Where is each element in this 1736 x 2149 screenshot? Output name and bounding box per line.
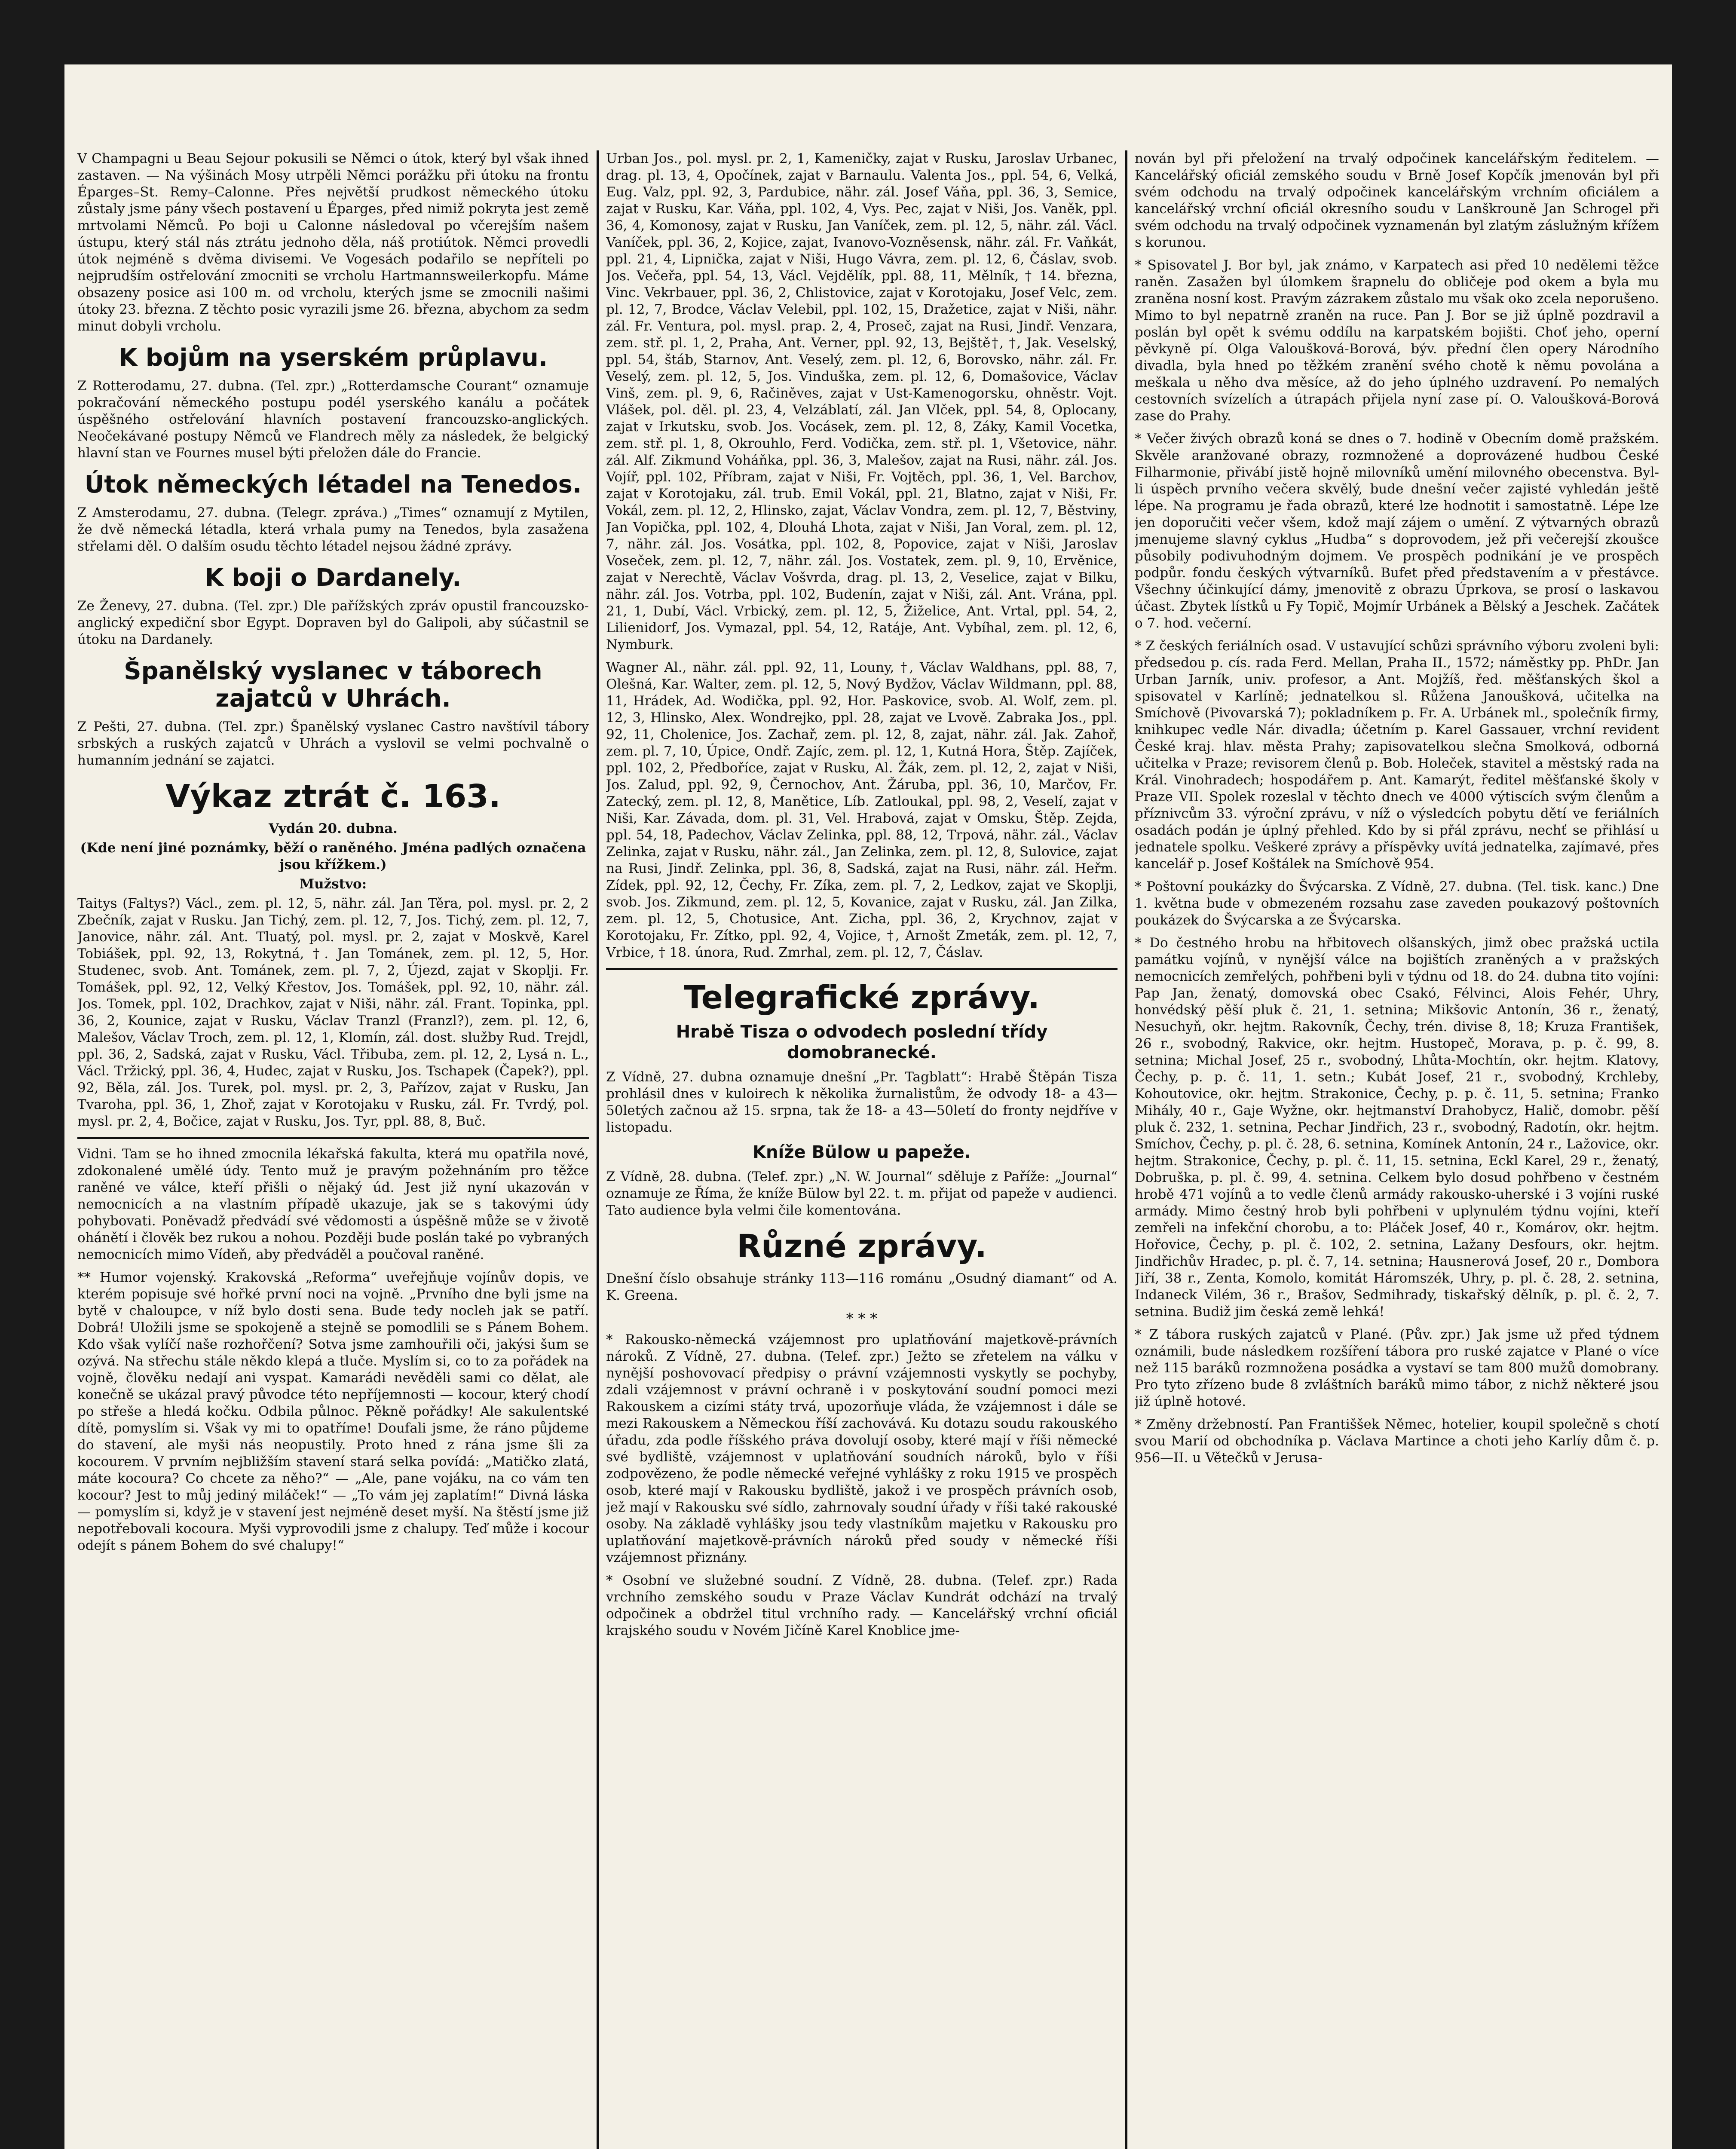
article-bulow: Z Vídně, 28. dubna. (Telef. zpr.) „N. W. Journal“ sděluje z Paříže: „Journal“ oznamuje ze Říma, že kníže Bülow byl 22. t. m. přijat od papeže v audienci. Tato audience byla velmi čile komentována. bbox=[606, 1169, 1118, 1218]
divider bbox=[77, 1137, 589, 1139]
article-humor: ** Humor vojenský. Krakovská „Reforma“ uveřejňuje vojínův dopis, ve kterém popisuje své hořké první noci na vojně. „Prvního dne byli jsme na bytě v chaloupce, v níž bylo dosti sena. Bude tedy nocleh jak se patří. Dobrá! Uložili jsme se spokojeně a stejně se pomodlili se s Pánem Bohem. Kdo však vylíčí naše rozhořčení? Sotva jsme zamhouřili oči, jakýsi šum se ozývá. Na střechu stále někdo klepá a tluče. Myslím si, co to za pořádek na vojně, člověku nedají ani vyspat. Kamarádi nevěděli sami co dělat, ale konečně se ukázal pravý původce této nepříjemnosti — kocour, který chodí po střeše a hledá kočku. Odbila půlnoc. Pěkně pořádky! Ale sakulentské dítě, pomyslím si. Však vy mi to opatříme! Doufali jsme, že ráno půjdeme do stavení, ale myši nás neopustily. Proto hned z rána jsme šli za kocourem. V prvním nejbližším stavení stará selka povídá: „Matičko zlatá, máte kocoura? Co chcete za něho?“ — „Ale, pane vojáku, na co vám ten kocour? Jest to můj jediný miláček!“ — „To vám jej zaplatím!“ Divná láska — pomyslím si, když je v stavení jest nejméně deset myší. Na štěstí jsme již nepotřebovali kocoura. Myši vyprovodili jsme z chalupy. Teď může i kocour odejít s pánem Bohem do své chalupy!“ bbox=[77, 1270, 589, 1553]
column-middle bbox=[606, 150, 1118, 1645]
vykaz-date: Vydán 20. dubna. bbox=[269, 821, 398, 836]
divider bbox=[606, 968, 1118, 970]
article-yser: Z Rotterodamu, 27. dubna. (Tel. zpr.) „Rotterdamsche Courant“ oznamuje pokračování německého postupu podél yserského kanálu a počátek úspěšného ostřelování hlavních postavení francouzsko-anglických. Neočekávané postupy Němců ve Flandrech měly za následek, že belgický hlavní stan ve Fournes musel býti přeložen dále do Francie. bbox=[77, 378, 589, 461]
article-drzebnosti: * Změny držebností. Pan Františšek Němec, hotelier, koupil společně s chotí svou Marií od obchodníka p. Václava Martince a choti jeho Karlíy dům č. p. 956—II. u Větečků v Jerusa- bbox=[1135, 1417, 1659, 1466]
article-bor: * Spisovatel J. Bor byl, jak známo, v Karpatech asi před 10 nedělemi těžce raněn. Zasažen byl úlomkem šrapnelu do obličeje pod okem a byla mu zraněna nosní kost. Pravým zázrakem zůstalo mu však oko zcela neporušeno. Mimo to byl nepatrně zraněn na ruce. Pan J. Bor se již úplně pozdravil a poslán byl opět k svému oddílu na karpatském bojišti. Choť jeho, operní pěvkyně pí. Olga Valoušková-Borová, býv. přední člen opery Národního divadla, byla hned po těžkém zranění svého chotě k němu povolána a meškala u něho dva měsíce, až do jeho úplného uzdravení. Po nemalých cestovních svízelích a útrapách přijela nyní zase pí. O. Valoušková-Borová zase do Prahy. bbox=[1135, 257, 1659, 424]
article-osobni: * Osobní ve služebné soudní. Z Vídně, 28. dubna. (Telef. zpr.) Rada vrchního zemského soudu v Praze Václav Kundrát odchází na trvalý odpočinek a obdržel titul vrchního rady. — Kancelářský vrchní oficiál krajského soudu v Novém Jičíně Karel Knoblice jme- bbox=[606, 1573, 1118, 1638]
article-rakousko: * Rakousko-německá vzájemnost pro uplatňování majetkově-právních nároků. Z Vídně, 27. dubna. (Telef. zpr.) Ježto se zřetelem na válku v nynější poshovovací předpisy o právní vzájemnosti vyskytly se pochyby, zdali vzájemnost v právní ochraně i v poskytování soudní pomoci mezi Rakouskem a cizími státy trvá, upozorňuje vláda, že vzájemnost i dále se mezi Rakouskem a Německou říší zachovává. Ku dotazu soudu rakouského úřadu, zda podle říšského práva dovolují osoby, které mají v říši německé své bydliště, vzájemnost v uplatňování soudních nároků, bylo v říši zodpovězeno, že podle německé veřejné vyhlášky z roku 1915 ve prospěch osob, které mají v Rakousku bydliště, jakož i ve prospěch právních osob, jež mají v Rakousku své sídlo, zahrnovaly soudní úřady v říši také rakouské osoby. Na základě vyhlášky jsou tedy vlastníkům majetku v Rakousku pro uplatňování majetkově-právních nároků před soudy v německé říši vzájemnost přiznány. bbox=[606, 1332, 1118, 1565]
headline-yser: K bojům na yserském průplavu. bbox=[118, 344, 548, 372]
column-rule bbox=[597, 150, 599, 2149]
losses-list-wz: Wagner Al., nähr. zál. ppl. 92, 11, Louny, †, Václav Waldhans, ppl. 88, 7, Olešná, Kar. Walter, zem. pl. 12, 5, Nový Bydžov, Václav Wildmann, ppl. 88, 11, Hrádek, Ad. Wodička, ppl. 92, Hor. Paskovice, svob. Al. Wolf, zem. pl. 12, 3, Hlinsko, Alex. Wondrejko, ppl. 28, zajat ve Lvově. Zabraka Jos., ppl. 92, 11, Cholenice, Jos. Zachař, zem. pl. 12, 8, zajat, nähr. zál. Jak. Zahoř, zem. pl. 7, 10, Úpice, Ondř. Zajíc, zem. pl. 12, 1, Kutná Hora, Štěp. Zajíček, ppl. 102, 2, Předboříce, zajat v Rusku, Al. Žák, zem. pl. 12, 2, zajat v Niši, Jos. Zalud, ppl. 92, 9, Černochov, Ant. Žáruba, ppl. 36, 10, Marčov, Fr. Zatecký, zem. pl. 12, 8, Manětice, Líb. Zatloukal, ppl. 98, 2, Veselí, zajat v Niši, Kar. Závada, dom. pl. 31, Vel. Hrabová, zajat v Omsku, Štěp. Zejda, ppl. 54, 18, Padechov, Václav Zelinka, ppl. 88, 12, Trpová, nähr. zál., Václav Zelinka, zajat v Rusku, nähr. zál., Jan Zelinka, zem. pl. 12, 8, Sulovice, zajat na Rusi, Jindř. Zelinka, ppl. 36, 8, Sadská, zajat na Rusi, nähr. zál. Heřm. Zídek, ppl. 92, 12, Čechy, Fr. Zíka, zem. pl. 7, 2, Ledkov, zajat ve Skoplji, svob. Jos. Zikmund, zem. pl. 12, 5, Kovanice, zajat v Rusku, zál. Jan Zilka, zem. pl. 12, 5, Chotusice, Ant. Zicha, ppl. 36, 2, Krychnov, zajat v Korotojaku, Fr. Zítko, ppl. 92, 4, Vojice, †, Arnošt Zmeták, zem. pl. 12, 7, Vrbice, † 18. února, Rud. Zmrhal, zem. pl. 12, 7, Čáslav. bbox=[606, 660, 1118, 960]
headline-tenedos: Útok německých létadel na Tenedos. bbox=[84, 471, 582, 499]
separator-stars: * * * bbox=[846, 1310, 878, 1327]
vykaz-note: (Kde není jiné poznámky, běží o raněného. Jména padlých označena jsou křížkem.) bbox=[80, 840, 586, 872]
headline-bulow: Kníže Bülow u papeže. bbox=[753, 1142, 971, 1162]
losses-list-t: Taitys (Faltys?) Václ., zem. pl. 12, 5, nähr. zál. Jan Těra, pol. mysl. pr. 2, 2 Zbečník, zajat v Rusku. Jan Tichý, zem. pl. 12, 7, Jos. Tichý, zem. pl. 12, 7, Janovice, nähr. zál. Ant. Tluatý, pol. mysl. pr. 2, zajat v Moskvě, Karel Tobiášek, ppl. 92, 13, Rokytná, †. Jan Tománek, zem. pl. 12, 5, Hor. Studenec, svob. Ant. Tománek, zem. pl. 7, 2, Újezd, zajat v Skoplji. Fr. Tomášek, ppl. 92, 12, Velký Křestov, Jos. Tomášek, ppl. 92, 10, nähr. zál. Jos. Tomek, ppl. 102, Drachkov, zajat v Niši, nähr. zál. Frant. Topinka, ppl. 36, 2, Kounice, zajat v Rusku, Václav Tranzl (Franzl?), zem. pl. 12, 6, Malešov, Václav Troch, zem. pl. 12, 1, Klomín, zál. dost. služby Rud. Trejdl, ppl. 36, 2, Sadská, zajat v Rusku, Václ. Třibuba, zem. pl. 12, 2, Lysá n. L., Václ. Tržický, ppl. 36, 4, Hudec, zajat v Rusku, Jos. Tschapek (Čapek?), ppl. 92, Běla, zál. Jos. Turek, pol. mysl. pr. 2, 3, Pařízov, zajat v Rusku, Jan Tvaroha, ppl. 36, 1, Zhoř, zajat v Korotojaku v Rusku, zál. Fr. Tvrdý, pol. mysl. pr. 2, 4, Bočice, zajat v Rusku, Jos. Tyr, ppl. 88, 8, Buč. bbox=[77, 896, 589, 1129]
feuilleton-text: Vidni. Tam se ho ihned zmocnila lékařská fakulta, která mu opatřila nové, zdokonalené umělé údy. Tento muž je pravým požehnáním pro těžce raněné ve válce, kteří přišli o nějaký úd. Jest již nyní ukazován v nemocnicích a na vlastním případě ukazuje, jak se s takovými údy pohybovati. Poněvadž předvádí své vědomosti a úspěšně může se v životě ohánětí i člověk bez rukou a nohou. Později bude poslán také po vybraných nemocnicích mimo Vídeň, aby předváděl a poučoval raněné. bbox=[77, 1146, 589, 1262]
article-ferialni: * Z českých feriálních osad. V ustavující schůzi správního výboru zvoleni byli: předsedou p. cís. rada Ferd. Mellan, Praha II., 1572; náměstky pp. PhDr. Jan Urban Jarník, univ. profesor, a Ant. Mojžíš, řed. měšťanských škol a spisovatel v Karlíně; jednatelkou sl. Růžena Janoušková, učitelka na Smíchově (Pivovarská 7); pokladníkem p. Fr. A. Urbánek ml., společník firmy, knihkupec vedle Nár. divadla; účetním p. Karel Gassauer, vrchní revident České kraj. hlav. města Prahy; zapisovatelkou slečna Smolková, odborná učitelka v Praze; revisorem členů p. Bob. Holeček, stavitel a městský rada na Král. Vinohradech; hospodářem p. Ant. Kamarýt, ředitel měšťanské školy v Praze VII. Spolek rozeslal v těchto dnech ve 4000 výtiscích svým členům a příznivcům 33. výroční zprávu, v níž o výsledcích pobytu dětí ve feriálních osadách podán je úplný přehled. Kdo by si přál zprávu, nechť se přihlásí u jednatele spolku. Veškeré zprávy a příspěvky uvítá jednatelka, zajímavé, přes kancelář p. Josef Koštálek na Smíchově 954. bbox=[1135, 638, 1659, 872]
article-vecer: * Večer živých obrazů koná se dnes o 7. hodině v Obecním domě pražském. Skvěle aranžované obrazy, rozmnožené a doprovázené hudbou České Filharmonie, přivábí jistě hojně milovníků umění milovného obecenstva. Byl-li úspěch prvního večera skvělý, bude dnešní večer zajisté vyhledán ještě lépe. Na programu je řada obrazů, které lze hodnotit i samostatně. Lépe lze jen doporučiti večer všem, kdož mají zájem o umění. Z výtvarných obrazů jmenujeme slavný cyklus „Hudba“ s doprovodem, jež při večerejší zkoušce působily podivuhodným dojmem. Ve prospěch podnikání je ve prospěch podpůr. fondu českých výtvarníků. Bufet před představením a v přestávce. Všechny účinkující dámy, jmenovitě z obrazu Úprkova, se prosí o laskavou účast. Zbytek lístků u Fy Topič, Mojmír Urbánek a Bělský a Jeschek. Začátek o 7. hod. večerní. bbox=[1135, 431, 1659, 631]
headline-tisza: Hrabě Tisza o odvodech poslední třídy domobranecké. bbox=[676, 1022, 1048, 1062]
column-left bbox=[77, 150, 589, 1560]
article-tenedos: Z Amsterodamu, 27. dubna. (Telegr. zpráva.) „Times“ oznamují z Mytilen, že dvě německá létadla, která vrhala pumy na Tenedos, byla zasažena střelami děl. O dalším osudu těchto létadel nejsou žádné zprávy. bbox=[77, 505, 589, 554]
headline-vykaz: Výkaz ztrát č. 163. bbox=[165, 778, 501, 815]
article-officials: nován byl při přeložení na trvalý odpočinek kancelářským ředitelem. — Kancelářský oficiál zemského soudu v Brně Josef Kopčík jmenován byl při svém odchodu na trvalý odpočinek kancelářským vrchním oficiálem a kancelářský vrchní oficiál okresního soudu v Lanškrouně Jan Schrogel při svém odchodu na trvalý odpočinek vyznamenán byl zlatým záslužným křížem s korunou. bbox=[1135, 151, 1659, 250]
column-right bbox=[1135, 150, 1659, 1472]
headline-spanel: Španělský vyslanec v táborech zajatců v Uhrách. bbox=[124, 657, 542, 713]
article-dardanely: Ze Ženevy, 27. dubna. (Tel. zpr.) Dle pařížských zpráv opustil francouzsko-anglický expediční sbor Egypt. Dopraven byl do Galipoli, aby súčastnil se útoku na Dardanely. bbox=[77, 598, 589, 647]
article-tabor: * Z tábora ruských zajatců v Plané. (Pův. zpr.) Jak jsme už před týdnem oznámili, bude následkem rozšíření tábora pro ruské zajatce v Plané o více než 115 baráků rozmnožena posádka a vystaví se tam 800 mužů domobrany. Pro tyto zřízeno bude 8 zvláštních baráků mimo tábor, z nichž některé jsou již úplně hotové. bbox=[1135, 1327, 1659, 1409]
ruzne-intro: Dnešní číslo obsahuje stránky 113—116 románu „Osudný diamant“ od A. K. Greena. bbox=[606, 1271, 1118, 1303]
article-hrob: * Do čestného hrobu na hřbitovech olšanských, jimž obec pražská uctila památku vojínů, v nynější válce na bojištích zraněných a v pražských nemocnicích zemřelých, pohřbeni byli v týdnu od 18. do 24. dubna tito vojíni: Pap Jan, ženatý, domovská obec Csakó, Félvinci, Alois Fehér, Uhry, honvédský pěší pluk č. 21, 1. setnina; Mikšovic Antonín, 36 r., ženatý, Nesuchyň, okr. hejtm. Rakovník, Čechy, trén. divise 8, 18; Kruza František, 26 r., svobodný, Rakvice, okr. hejtm. Hustopeč, Morava, p. p. č. 99, 8. setnina; Michal Josef, 25 r., svobodný, Lhůta-Mochtín, okr. hejtm. Klatovy, Čechy, p. p. č. 11, 1. setn.; Kubát Josef, 21 r., svobodný, Krchleby, Kohoutovice, okr. hejtm. Strakonice, Čechy, p. p. č. 11, 5. setnina; Franko Mihály, 40 r., Gaje Wyžne, okr. hejtmanství Drahobycz, Halič, domobr. pěší pluk č. 232, 1. setnina, Pechar Jindřich, 23 r., svobodný, Radotín, okr. hejtm. Smíchov, Čechy, p. pl. č. 28, 6. setnina, Komínek Antonín, 24 r., Lažovice, okr. hejtm. Strakonice, Čechy, p. pl. č. 11, 15. setnina, Eckl Karel, 29 r., ženatý, Dobruška, p. pl. č. 99, 4. setnina. Celkem bylo dosud pohřbeno v čestném hrobě 471 vojínů a to vedle členů armády rakousko-uherské i 3 vojíni ruské armády. Mimo čestný hrob byli pohřbeni v uplynulém týdnu vojíni, kteří zemřeli na infekční chorobu, a to: Pláček Josef, 40 r., Komárov, okr. hejtm. Hořovice, Čechy, p. pl. č. 102, 2. setnina, Lažany Desfours, okr. hejtm. Jindřichův Hradec, p. pl. č. 7, 14. setnina; Hausnerová Josef, 20 r., Dombora Jiří, 38 r., Zenta, Komolo, komitát Háromszék, Uhry, p. pl. č. 28, 2. setnina, Indaneck Vilém, 36 r., Brašov, Sedmihrady, tiskařský dělník, p. pl. č. 2, 7. setnina. Budiž jim česká země lehká! bbox=[1135, 935, 1659, 1319]
article-postovni: * Poštovní poukázky do Švýcarska. Z Vídně, 27. dubna. (Tel. tisk. kanc.) Dne 1. května bude v obmezeném rozsahu zase zaveden poukazový poštovních poukázek do Švýcarska a ze Švýcarska. bbox=[1135, 879, 1659, 928]
article-spanel: Z Pešti, 27. dubna. (Tel. zpr.) Španělský vyslanec Castro navštívil tábory srbských a ruských zajatců v Uhrách a vyslovil se velmi pochvalně o humanním jednání se zajatci. bbox=[77, 719, 589, 768]
column-rule bbox=[1125, 150, 1127, 2149]
newspaper-page bbox=[64, 64, 1672, 2149]
losses-list-uv: Urban Jos., pol. mysl. pr. 2, 1, Kameničky, zajat v Rusku, Jaroslav Urbanec, drag. pl. 13, 4, Opočínek, zajat v Barnaulu. Valenta Jos., ppl. 54, 6, Velká, Eug. Valz, ppl. 92, 3, Pardubice, nähr. zál. Josef Váňa, ppl. 36, 3, Semice, zajat v Rusku, Kar. Váňa, ppl. 102, 4, Vys. Pec, zajat v Niši, Jos. Vaněk, ppl. 36, 4, Komonosy, zajat v Rusku, Jan Vaníček, zem. pl. 12, 5, nähr. zál. Václ. Vaníček, ppl. 36, 2, Kojice, zajat, Ivanovo-Vozněsensk, nähr. zál. Fr. Vaňkát, ppl. 21, 4, Lipnička, zajat v Niši, Hugo Vávra, zem. pl. 12, 6, Čáslav, svob. Jos. Večeřa, ppl. 54, 13, Václ. Vejdělík, ppl. 88, 11, Mělník, † 14. března, Vinc. Vekrbauer, ppl. 36, 2, Chlistovice, zajat v Korotojaku, Josef Velc, zem. pl. 12, 7, Brodce, Václav Velebil, ppl. 102, 15, Dražetice, zajat v Niši, nähr. zál. Fr. Ventura, pol. mysl. prap. 2, 4, Proseč, zajat na Rusi, Jindř. Venzara, zem. stř. pl. 1, 2, Praha, Ant. Verner, ppl. 92, 13, Bejště†, †, Jak. Veselský, ppl. 54, štáb, Starnov, Ant. Veselý, zem. pl. 12, 6, Borovsko, nähr. zál. Fr. Veselý, zem. pl. 12, 5, Jos. Vinduška, zem. pl. 12, 6, Domašovice, Václav Vinš, zem. pl. 9, 6, Račiněves, zajat v Ust-Kamenogorsku, ohněstr. Vojt. Vlášek, pol. děl. pl. 23, 4, Velzáblatí, zál. Jan Vlček, ppl. 54, 8, Oplocany, zajat v Irkutsku, svob. Jos. Vocásek, zem. pl. 12, 8, Záky, Kamil Vocetka, zem. stř. pl. 1, 8, Okrouhlo, Ferd. Vodička, zem. stř. pl. 1, Všetovice, nähr. zál. Alf. Zikmund Voháňka, ppl. 36, 3, Malešov, zajat na Rusi, nähr. zál. Jos. Vojíř, ppl. 102, Příbram, zajat v Niši, Fr. Vojtěch, ppl. 36, 1, Vel. Barchov, zajat v Korotojaku, zál. trub. Emil Vokál, ppl. 21, Blatno, zajat v Niši, Fr. Vokál, zem. pl. 12, 2, Hlinsko, zajat, Václav Vondra, zem. pl. 12, 7, Běstviny, Jan Vopička, ppl. 102, 4, Dlouhá Lhota, zajat v Niši, Jan Voral, zem. pl. 12, 7, nähr. zál. Jos. Vosátka, ppl. 102, 8, Popovice, zajat v Niši, Jaroslav Voseček, zem. pl. 12, 7, nähr. zál. Jos. Vostatek, zem. pl. 9, 10, Ervěnice, zajat v Nerechtě, Václav Vošvrda, drag. pl. 13, 2, Veselice, zajat v Bilku, nähr. zál. Jos. Votrba, ppl. 102, Budenín, zajat v Niši, zál. Ant. Vrána, ppl. 21, 1, Dubí, Václ. Vrbický, zem. pl. 12, 5, Žiželice, Ant. Vrtal, ppl. 54, 2, Lilienidorf, Jos. Vymazal, ppl. 54, 12, Ratáje, Ant. Vybíhal, zem. pl. 12, 6, Nymburk. bbox=[606, 151, 1118, 652]
article-tisza: Z Vídně, 27. dubna oznamuje dnešní „Pr. Tagblatt“: Hrabě Štěpán Tisza prohlásil dnes v kuloirech k několika žurnalistům, že odvody 18- a 43—50letých začnou až 15. srpna, tak že 18- a 43—50letí do fronty nejdříve v listopadu. bbox=[606, 1069, 1118, 1135]
vykaz-muzstvo: Mužstvo: bbox=[299, 876, 367, 892]
headline-telegraf: Telegrafické zprávy. bbox=[684, 979, 1040, 1016]
article-champagne: V Champagni u Beau Sejour pokusili se Němci o útok, který byl však ihned zastaven. — Na výšinách Mosy utrpěli Němci porážku při útoku na frontu Éparges–St. Remy–Calonne. Přes největší prudkost německého útoku zůstaly jsme pány všech postavení u Éparges, před nimiž pokryta jest země mrtvolami Němců. Po boji u Calonne následoval po včerejším našem ústupu, který stál nás ztrátu jednoho děla, náš protiútok. Němci provedli útok nejméně s dvěma divisemi. Ve Vogesách podařilo se nepříteli po nejprudším ostřelování zmocniti se vrcholu Hartmannsweilerkopfu. Máme obsazeny posice asi 100 m. od vrcholu, kterých jsme se zmocnili našimi útoky 23. března. Z těchto posic vyrazili jsme 26. března, abychom za sedm minut dobyli vrcholu. bbox=[77, 151, 589, 334]
headline-dardanely: K boji o Dardanely. bbox=[205, 564, 462, 592]
headline-ruzne: Různé zprávy. bbox=[737, 1228, 987, 1265]
